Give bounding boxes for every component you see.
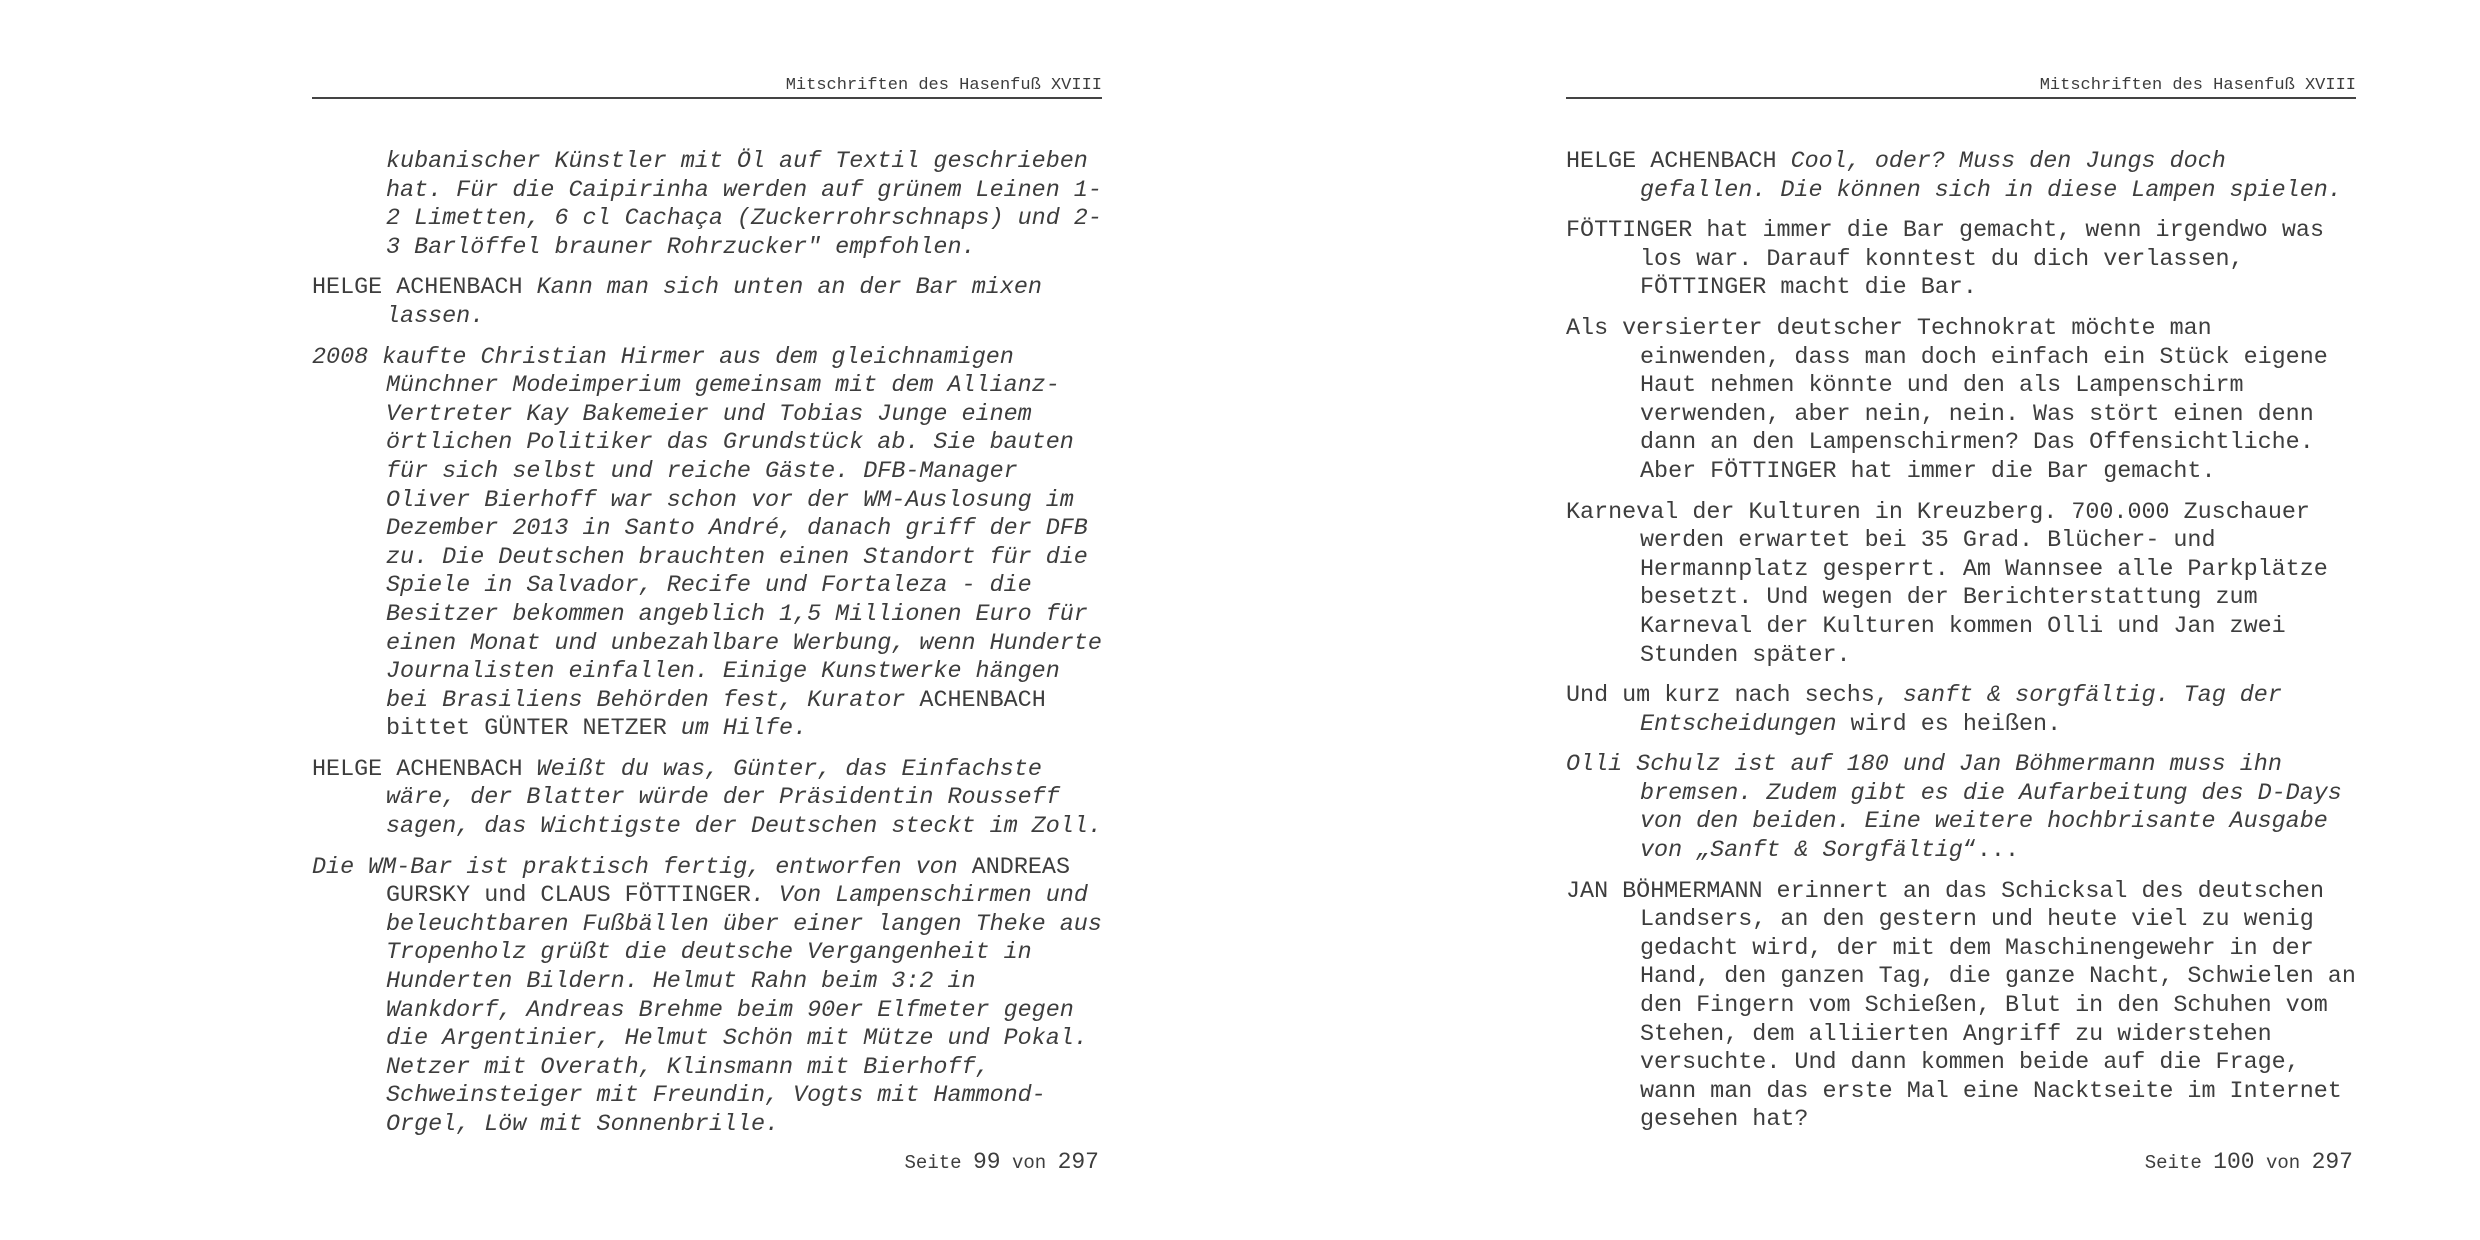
show-title: sanft & sorgfältig. Tag der Entscheidungen	[1640, 683, 2282, 738]
header-rule	[312, 97, 1102, 99]
paragraph-text: FÖTTINGER hat immer die Bar gemacht, wenn irgendwo was los war. Darauf konntest du dich verlassen, FÖTTINGER macht die Bar.	[1566, 218, 2324, 302]
paragraph-text: JAN BÖHMERMANN erinnert an das Schicksal des deutschen Landsers, an den gestern und heute viel zu wenig gedacht wird, der mit dem Maschinengewehr in der Hand, den ganzen Tag, die ganze Nacht, Schwielen an den Fingern vom Schießen, Blut in den Schuhen vom Stehen, dem alliierten Angriff zu widerstehen versuchte. Und dann kommen beide auf die Frage, wann man das erste Mal eine Nacktseite im Internet gesehen hat?	[1566, 878, 2356, 1134]
speaker-name: HELGE ACHENBACH	[312, 275, 537, 302]
dialogue-text: Kann man sich unten an der Bar mixen lassen.	[386, 275, 1042, 330]
person-name: CLAUS FÖTTINGER	[540, 883, 751, 910]
left-page	[312, 0, 1102, 1240]
paragraph-text: Als versierter deutscher Technokrat möchte man einwenden, dass man doch einfach ein Stück eigene Haut nehmen könnte und den als Lampenschirm verwenden, aber nein, nein. Was stört einen denn dann an den Lampenschirmen? Das Offensichtliche. Aber FÖTTINGER hat immer die Bar gemacht.	[1566, 315, 2328, 485]
paragraph-text-part: Und um kurz nach sechs,	[1566, 683, 1903, 710]
narration-text: Olli Schulz ist auf 180 und Jan Böhmermann muss ihn bremsen. Zudem gibt es die Aufarbeitung des D-Days von den beiden. Eine weitere hochbrisante Ausgabe von „Sanft & Sorgfältig	[1566, 752, 2342, 865]
page-total: 297	[1057, 1149, 1099, 1175]
paragraph-narration	[312, 854, 1102, 1140]
paragraph-dialogue	[312, 756, 1102, 842]
narration-text: bittet	[386, 716, 485, 743]
paragraph-text	[1566, 682, 2356, 739]
speaker-name: HELGE ACHENBACH	[1566, 149, 1791, 175]
footer-label: von	[1000, 1152, 1058, 1174]
paragraph-text: Karneval der Kulturen in Kreuzberg. 700.000 Zuschauer werden erwartet bei 35 Grad. Blücher- und Hermannplatz gesperrt. Am Wannsee alle Parkplätze besetzt. Und wegen der Berichterstattung zum Karneval der Kulturen kommen Olli und Jan zwei Stunden später.	[1566, 499, 2328, 669]
paragraph-narration	[312, 344, 1102, 744]
running-header: Mitschriften des Hasenfuß XVIII	[785, 76, 1102, 95]
paragraph-dialogue	[312, 274, 1102, 331]
closing-quote: “...	[1962, 838, 2019, 865]
right-page	[1566, 0, 2356, 1240]
page-footer	[2145, 1149, 2353, 1175]
person-name: GÜNTER NETZER	[484, 716, 667, 743]
person-name: ACHENBACH	[919, 687, 1046, 714]
narration-text: . Von Lampenschirmen und beleuchtbaren Fußbällen über einer langen Theke aus Tropenholz grüßt die deutsche Vergangenheit in Hunderten Bildern. Helmut Rahn beim 3:2 in Wankdorf, Andreas Brehme beim 90er Elfmeter gegen die Argentinier, Helmut Schön mit Mütze und Pokal. Netzer mit Overath, Klinsmann mit Bierhoff, Schweinsteiger mit Freundin, Vogts mit Hammond-Orgel, Löw mit Sonnenbrille.	[386, 883, 1102, 1138]
footer-label: Seite	[904, 1152, 973, 1174]
page-body	[312, 148, 1102, 1152]
person-name: ANDREAS GURSKY	[386, 854, 1070, 910]
page-footer	[905, 1149, 1099, 1175]
dialogue-text: Cool, oder? Muss den Jungs doch gefallen. Die können sich in diese Lampen spielen.	[1640, 149, 2342, 204]
header-rule	[1566, 97, 2356, 99]
footer-label: von	[2254, 1152, 2312, 1174]
page-total: 297	[2311, 1149, 2353, 1175]
paragraph-text-part: wird es heißen.	[1836, 711, 2062, 738]
narration-text: Die WM-Bar ist praktisch fertig, entworfen von	[312, 854, 972, 881]
running-header: Mitschriften des Hasenfuß XVIII	[2039, 76, 2356, 95]
paragraph-quote-continued: kubanischer Künstler mit Öl auf Textil geschrieben hat. Für die Caipirinha werden auf grünem Leinen 1-2 Limetten, 6 cl Cachaça (Zuckerrohrschnaps) und 2-3 Barlöffel brauner Rohrzucker" empfohlen.	[386, 149, 1102, 261]
paragraph-dialogue	[1566, 148, 2356, 205]
narration-text: um Hilfe.	[666, 716, 808, 743]
page-number: 99	[972, 1149, 1001, 1175]
narration-text: und	[470, 883, 541, 910]
narration-text: 2008 kaufte Christian Hirmer aus dem gleichnamigen Münchner Modeimperium gemeinsam mit dem Allianz- Vertreter Kay Bakemeier und Tobias Junge einem örtlichen Politiker das Grundstück ab. Sie bauten für sich selbst und reiche Gäste. DFB-Manager Oliver Bierhoff war schon vor der WM-Auslosung im Dezember 2013 in Santo André, danach griff der DFB zu. Die Deutschen brauchten einen Standort für die Spiele in Salvador, Recife und Fortaleza - die Besitzer bekommen angeblich 1,5 Millionen Euro für einen Monat und unbezahlbare Werbung, wenn Hunderte Journalisten einfallen. Einige Kunstwerke hängen bei Brasiliens Behörden fest, Kurator	[312, 344, 1102, 714]
speaker-name: HELGE ACHENBACH	[312, 756, 537, 783]
paragraph-narration	[1566, 751, 2356, 865]
page-body	[1566, 148, 2356, 1147]
page-number: 100	[2213, 1149, 2255, 1175]
footer-label: Seite	[2144, 1152, 2214, 1174]
dialogue-text: Weißt du was, Günter, das Einfachste wäre, der Blatter würde der Präsidentin Rousseff sagen, das Wichtigste der Deutschen steckt im Zoll.	[386, 756, 1102, 841]
